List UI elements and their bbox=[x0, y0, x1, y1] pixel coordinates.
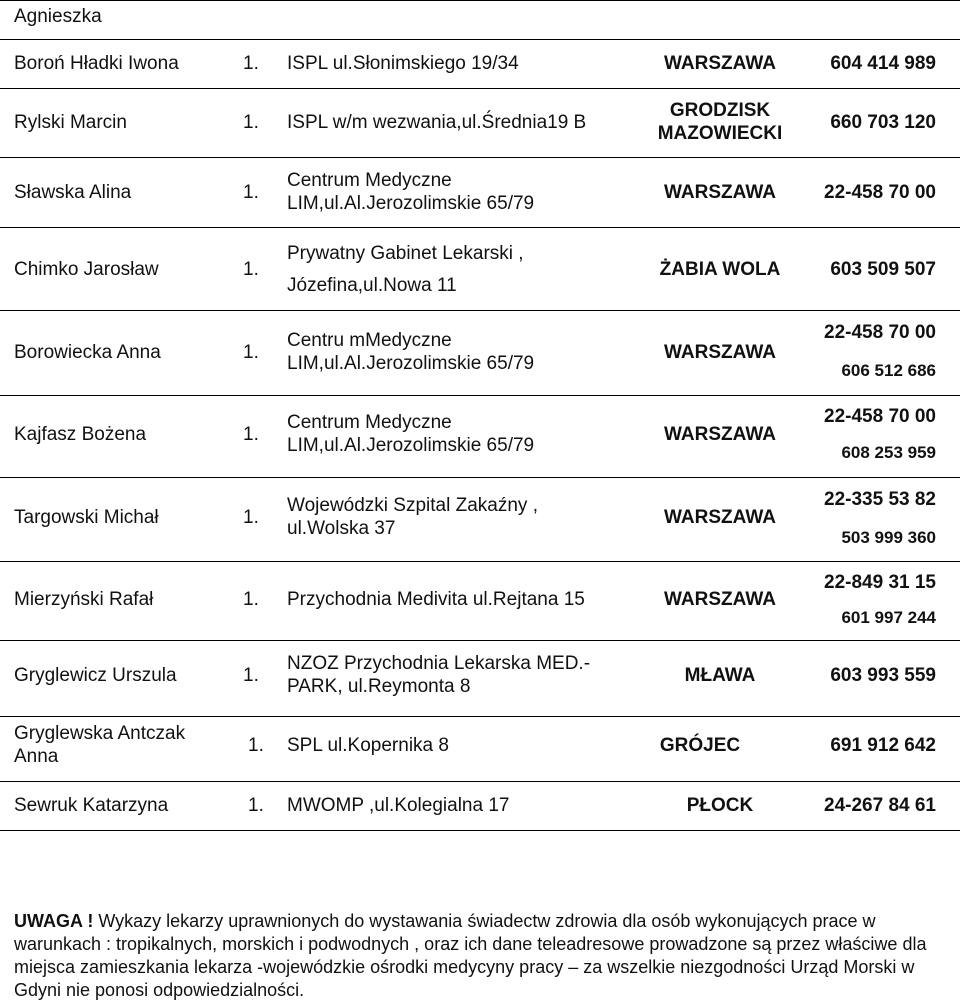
row-number: 1. bbox=[243, 507, 259, 528]
facility-address: Wojewódzki Szpital Zakaźny , bbox=[287, 495, 538, 516]
city: WARSZAWA bbox=[664, 507, 776, 528]
facility-address: ISPL ul.Słonimskiego 19/34 bbox=[287, 53, 519, 74]
city: WARSZAWA bbox=[664, 53, 776, 74]
warning-text: Wykazy lekarzy uprawnionych do wystawania świadectw zdrowia dla osób wykonujących prace w warunkach : tropikalnych, morskich i podwodnych , oraz ich dane teleadresowe prowadzone są przez właściwe dla miejsca zamieszkania lekarza -wojewódzkie ośrodki medycyny pracy – za wszelkie niezgodności Urząd Morski w Gdyni nie ponosi odpowiedzialności. bbox=[14, 911, 927, 1000]
city: PŁOCK bbox=[686, 795, 754, 816]
doctor-name: Targowski Michał bbox=[14, 507, 159, 528]
phone: 22-458 70 00 bbox=[824, 322, 936, 343]
facility-address: LIM,ul.Al.Jerozolimskie 65/79 bbox=[287, 435, 535, 456]
facility-address: MWOMP ,ul.Kolegialna 17 bbox=[287, 795, 510, 816]
row-number: 1. bbox=[243, 53, 259, 74]
table-rule bbox=[0, 227, 960, 228]
facility-address: ISPL w/m wezwania,ul.Średnia19 B bbox=[287, 112, 587, 133]
table-rule bbox=[0, 477, 960, 478]
row-number: 1. bbox=[243, 589, 259, 610]
row-number: 1. bbox=[248, 735, 264, 756]
row-number: 1. bbox=[243, 665, 259, 686]
phone: 603 509 507 bbox=[830, 259, 936, 280]
doctor-name: Anna bbox=[14, 746, 59, 767]
phone: 604 414 989 bbox=[830, 53, 936, 74]
city: WARSZAWA bbox=[664, 589, 776, 610]
doctor-name: Rylski Marcin bbox=[14, 112, 127, 133]
row-number: 1. bbox=[243, 182, 259, 203]
facility-address: Centrum Medyczne bbox=[287, 412, 452, 433]
facility-address: ul.Wolska 37 bbox=[287, 518, 396, 539]
phone: 660 703 120 bbox=[830, 112, 936, 133]
table-rule bbox=[0, 157, 960, 158]
facility-address: LIM,ul.Al.Jerozolimskie 65/79 bbox=[287, 193, 535, 214]
phone: 608 253 959 bbox=[841, 443, 936, 462]
facility-address: Józefina,ul.Nowa 11 bbox=[287, 275, 457, 296]
doctor-name: Chimko Jarosław bbox=[14, 259, 159, 280]
doctor-name: Sławska Alina bbox=[14, 182, 132, 203]
table-rule bbox=[0, 640, 960, 641]
facility-address: Przychodnia Medivita ul.Rejtana 15 bbox=[287, 589, 585, 610]
city: MŁAWA bbox=[684, 665, 756, 686]
city: WARSZAWA bbox=[664, 342, 776, 363]
doctor-name: Kajfasz Bożena bbox=[14, 424, 147, 445]
phone: 22-335 53 82 bbox=[824, 489, 936, 510]
city: ŻABIA WOLA bbox=[659, 259, 781, 280]
phone: 606 512 686 bbox=[841, 361, 936, 380]
phone: 24-267 84 61 bbox=[824, 795, 936, 816]
table-rule bbox=[0, 88, 960, 89]
facility-address: Centru mMedyczne bbox=[287, 330, 452, 351]
phone: 691 912 642 bbox=[830, 735, 936, 756]
table-rule bbox=[0, 781, 960, 782]
doctor-name: Gryglewicz Urszula bbox=[14, 665, 177, 686]
doctor-name: Borowiecka Anna bbox=[14, 342, 161, 363]
table-rule bbox=[0, 395, 960, 396]
phone: 603 993 559 bbox=[830, 665, 936, 686]
doctor-name: Boroń Hładki Iwona bbox=[14, 53, 179, 74]
row-number: 1. bbox=[243, 342, 259, 363]
facility-address: SPL ul.Kopernika 8 bbox=[287, 735, 449, 756]
facility-address: Prywatny Gabinet Lekarski , bbox=[287, 243, 524, 264]
phone: 22-458 70 00 bbox=[824, 406, 936, 427]
doctor-name: Agnieszka bbox=[14, 6, 102, 27]
facility-address: Centrum Medyczne bbox=[287, 170, 452, 191]
doctor-name: Gryglewska Antczak bbox=[14, 723, 186, 744]
doctor-name: Sewruk Katarzyna bbox=[14, 795, 169, 816]
table-rule bbox=[0, 39, 960, 40]
phone: 22-458 70 00 bbox=[824, 182, 936, 203]
facility-address: NZOZ Przychodnia Lekarska MED.- bbox=[287, 653, 591, 674]
phone: 601 997 244 bbox=[841, 608, 936, 627]
row-number: 1. bbox=[243, 424, 259, 445]
warning-label: UWAGA ! bbox=[14, 911, 94, 931]
table-rule bbox=[0, 716, 960, 717]
table-rule bbox=[0, 0, 960, 1]
row-number: 1. bbox=[243, 259, 259, 280]
city: WARSZAWA bbox=[664, 182, 776, 203]
facility-address: LIM,ul.Al.Jerozolimskie 65/79 bbox=[287, 353, 535, 374]
table-rule bbox=[0, 561, 960, 562]
city: WARSZAWA bbox=[664, 424, 776, 445]
city: GRODZISK bbox=[669, 100, 771, 121]
facility-address: PARK, ul.Reymonta 8 bbox=[287, 676, 471, 697]
city: MAZOWIECKI bbox=[657, 123, 783, 144]
row-number: 1. bbox=[243, 112, 259, 133]
doctor-name: Mierzyński Rafał bbox=[14, 589, 154, 610]
table-rule bbox=[0, 310, 960, 311]
warning-note bbox=[14, 910, 944, 1002]
phone: 22-849 31 15 bbox=[824, 572, 936, 593]
row-number: 1. bbox=[248, 795, 264, 816]
city: GRÓJEC bbox=[659, 735, 741, 756]
table-rule bbox=[0, 830, 960, 831]
phone: 503 999 360 bbox=[841, 528, 936, 547]
